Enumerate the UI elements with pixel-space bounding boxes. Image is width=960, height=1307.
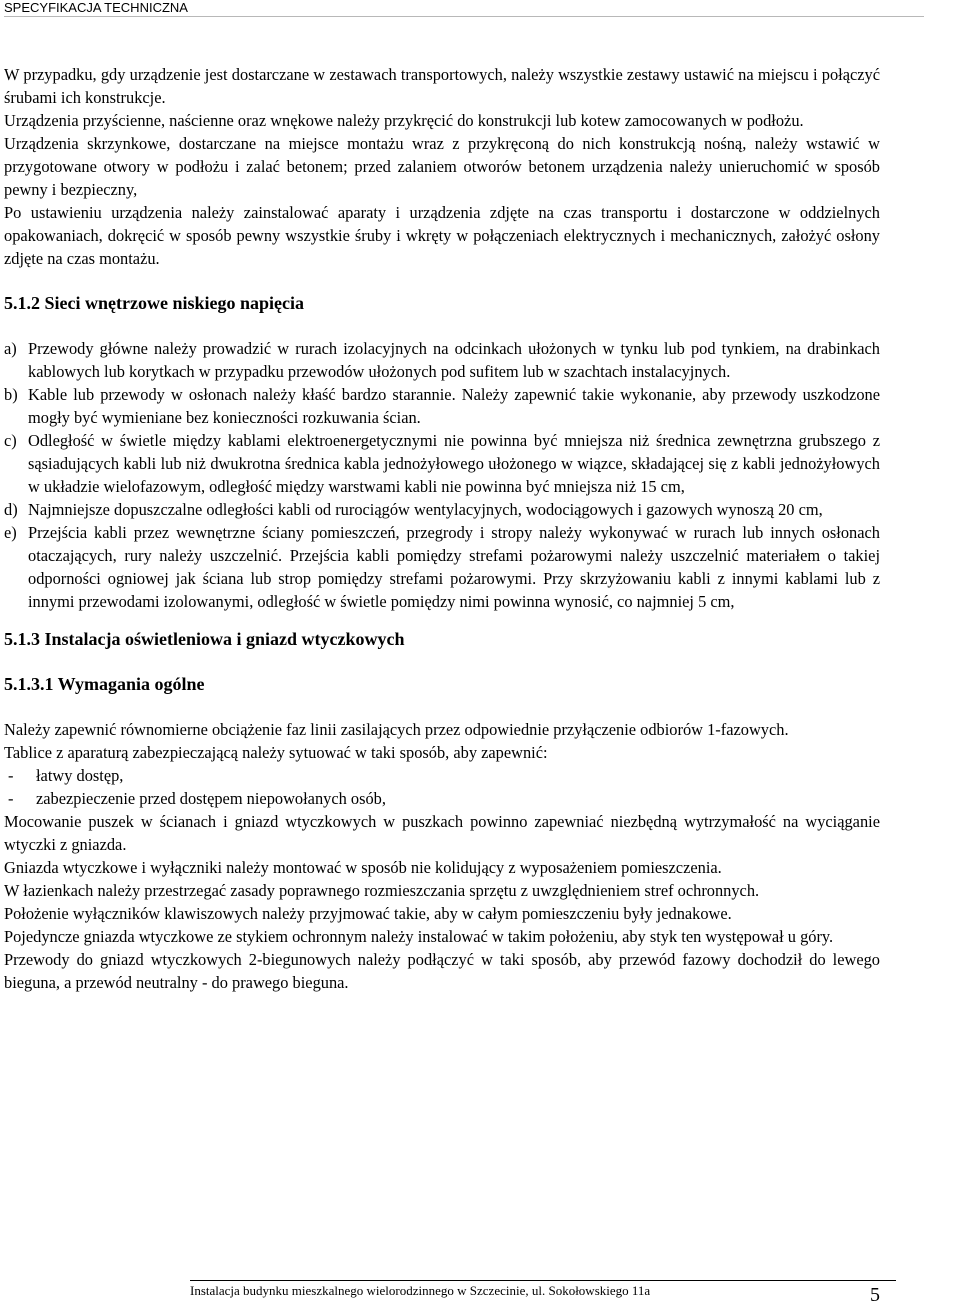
section-heading-5-1-3: 5.1.3 Instalacja oświetleniowa i gniazd wtyczkowych bbox=[4, 629, 405, 649]
dash-bullet: - bbox=[8, 766, 14, 785]
dash-list-text: łatwy dostęp, bbox=[36, 766, 124, 785]
dash-list-item bbox=[4, 764, 880, 787]
list-item-text: Przewody główne należy prowadzić w rurach izolacyjnych na odcinkach ułożonych w tynku lub pod tynkiem, na drabinkach kablowych lub korytkach w przypadku przewodów ułożonych pod sufitem lub w szachtach instalacyjnych. bbox=[28, 339, 880, 381]
paragraph: Po ustawieniu urządzenia należy zainstalować aparaty i urządzenia zdjęte na czas transportu i dostarczone w oddzielnych opakowaniach, dokręcić w sposób pewny wszystkie śruby i wkręty w połączeniach elektrycznych i mechanicznych, założyć osłony zdjęte na czas montażu. bbox=[4, 203, 880, 268]
paragraph: Tablice z aparaturą zabezpieczającą należy sytuować w taki sposób, aby zapewnić: bbox=[4, 743, 548, 762]
paragraph: W przypadku, gdy urządzenie jest dostarczane w zestawach transportowych, należy wszystkie zestawy ustawić na miejscu i połączyć śrubami ich konstrukcje. bbox=[4, 65, 880, 107]
list-item bbox=[4, 521, 880, 613]
list-item-text: Kable lub przewody w osłonach należy kłaść bardzo starannie. Należy zapewnić takie wykonanie, aby przewody uszkodzone mogły być wymieniane bez konieczności rozkuwania ścian. bbox=[28, 385, 880, 427]
paragraph: W łazienkach należy przestrzegać zasady poprawnego rozmieszczania sprzętu z uwzględnieniem stref ochronnych. bbox=[4, 881, 760, 900]
page-header: SPECYFIKACJA TECHNICZNA bbox=[4, 0, 924, 17]
list-item-text: Odległość w świetle między kablami elektroenergetycznymi nie powinna być mniejsza niż średnica zewnętrzna grubszego z sąsiadujących kabli lub niż dwukrotna średnica kabla jednożyłowego ułożonego w wiązce, składającej się z kabli jednożyłowych w układzie wielofazowym, odległość między warstwami kabli nie powinna być mniejsza niż 15 cm, bbox=[28, 431, 880, 496]
list-item bbox=[4, 337, 880, 383]
page-number: 5 bbox=[870, 1284, 880, 1306]
paragraph: Należy zapewnić równomierne obciążenie faz linii zasilających przez odpowiednie przyłączenie odbiorów 1-fazowych. bbox=[4, 720, 789, 739]
list-item-label: e) bbox=[4, 523, 17, 542]
list-item bbox=[4, 498, 880, 521]
paragraph: Mocowanie puszek w ścianach i gniazd wtyczkowych w puszkach powinno zapewniać niezbędną wytrzymałość na wyciąganie wtyczki z gniazda. bbox=[4, 812, 880, 854]
paragraph: Pojedyncze gniazda wtyczkowe ze stykiem ochronnym należy instalować w takim położeniu, aby styk ten występował u góry. bbox=[4, 927, 834, 946]
list-item-text: Najmniejsze dopuszczalne odległości kabli od rurociągów wentylacyjnych, wodociągowych i gazowych wynoszą 20 cm, bbox=[28, 500, 823, 519]
list-item-label: a) bbox=[4, 339, 17, 358]
list-item bbox=[4, 383, 880, 429]
section-heading-5-1-3-1: 5.1.3.1 Wymagania ogólne bbox=[4, 674, 205, 694]
list-item-label: c) bbox=[4, 431, 17, 450]
section-heading-5-1-2: 5.1.2 Sieci wnętrzowe niskiego napięcia bbox=[4, 293, 304, 313]
paragraph: Położenie wyłączników klawiszowych należy przyjmować takie, aby w całym pomieszczeniu były jednakowe. bbox=[4, 904, 732, 923]
document-body bbox=[4, 63, 880, 994]
dash-list-item bbox=[4, 787, 880, 810]
paragraph: Przewody do gniazd wtyczkowych 2-biegunowych należy podłączyć w taki sposób, aby przewód fazowy dochodził do lewego bieguna, a przewód neutralny - do prawego bieguna. bbox=[4, 950, 880, 992]
page-footer: Instalacja budynku mieszkalnego wielorodzinnego w Szczecinie, ul. Sokołowskiego 11a bbox=[190, 1280, 896, 1299]
paragraph: Gniazda wtyczkowe i wyłączniki należy montować w sposób nie kolidujący z wyposażeniem pomieszczenia. bbox=[4, 858, 722, 877]
list-item bbox=[4, 429, 880, 498]
dash-bullet: - bbox=[8, 789, 14, 808]
paragraph: Urządzenia skrzynkowe, dostarczane na miejsce montażu wraz z przykręconą do nich konstrukcją nośną, należy wstawić w przygotowane otwory w podłożu i zalać betonem; przed zalaniem otworów betonem urządzenia należy unieruchomić w sposób pewny i bezpieczny, bbox=[4, 134, 880, 199]
paragraph: Urządzenia przyścienne, naścienne oraz wnękowe należy przykręcić do konstrukcji lub kotew zamocowanych w podłożu. bbox=[4, 111, 804, 130]
list-item-label: b) bbox=[4, 385, 18, 404]
list-item-label: d) bbox=[4, 500, 18, 519]
list-item-text: Przejścia kabli przez wewnętrzne ściany pomieszczeń, przegrody i stropy należy wykonywać w rurach lub innych osłonach otaczających, rury należy uszczelnić. Przejścia kabli pomiędzy strefami pożarowymi należy uszczelnić materiałem o takiej odporności ogniowej jak ściana lub strop pomiędzy strefami pożarowymi. Przy skrzyżowaniu kabli z innymi kablami lub z innymi przewodami izolowanymi, odległość w świetle pomiędzy nimi powinna wynosić, co najmniej 5 cm, bbox=[28, 523, 880, 611]
dash-list-text: zabezpieczenie przed dostępem niepowołanych osób, bbox=[36, 789, 386, 808]
